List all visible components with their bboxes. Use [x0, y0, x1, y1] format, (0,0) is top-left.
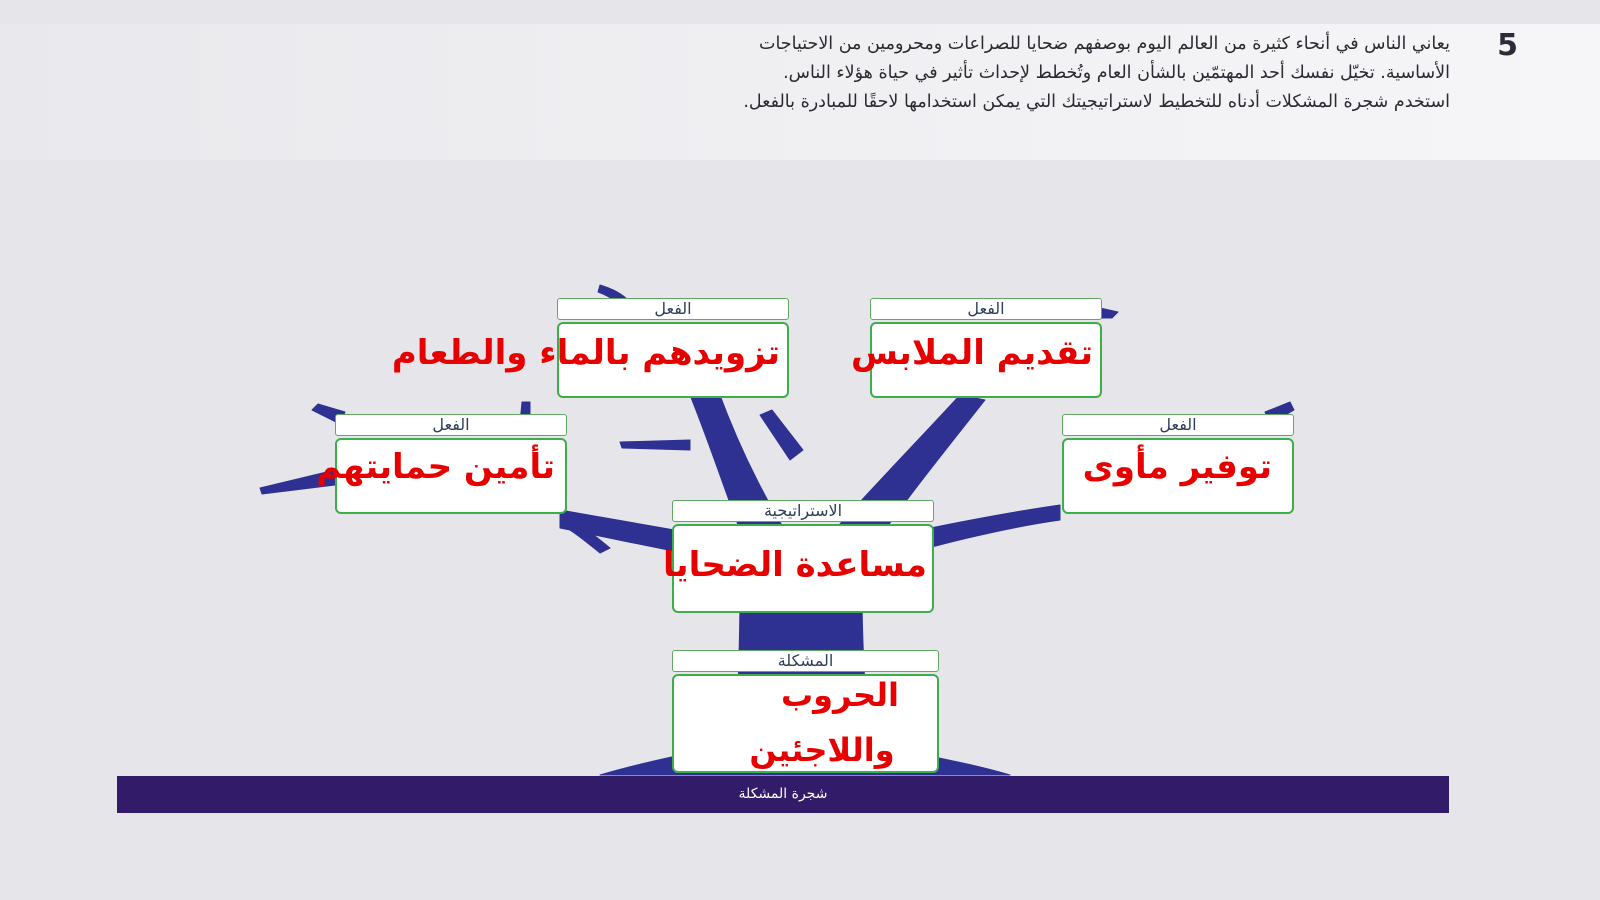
action-label: الفعل — [557, 298, 789, 320]
tree-twig — [760, 410, 803, 460]
answer-text: تقديم الملابس — [850, 333, 1093, 373]
answer-text: تأمين حمايتهم — [316, 447, 555, 487]
question-line-2: الأساسية. تخيّل نفسك أحد المهتمّين بالشأن العام وتُخطط لإحداث تأثير في حياة هؤلاء الناس. — [783, 63, 1450, 83]
answer-text-line-1: الحروب — [781, 676, 899, 714]
question-number: 5 — [1497, 28, 1518, 63]
diagram-caption: شجرة المشكلة — [117, 776, 1449, 813]
answer-text: توفير مأوى — [1082, 447, 1272, 487]
problem-label: المشكلة — [672, 650, 939, 672]
action-label: الفعل — [1062, 414, 1294, 436]
question-line-1: يعاني الناس في أنحاء كثيرة من العالم اليوم بوصفهم ضحايا للصراعات ومحرومين من الاحتياجات — [758, 34, 1450, 54]
answer-text: تزويدهم بالماء والطعام — [391, 333, 780, 373]
answer-text: مساعدة الضحايا — [663, 545, 927, 585]
action-label: الفعل — [335, 414, 567, 436]
action-label: الفعل — [870, 298, 1102, 320]
strategy-label: الاستراتيجية — [672, 500, 934, 522]
tree-twig-center-left — [620, 440, 690, 450]
question-line-3: استخدم شجرة المشكلات أدناه للتخطيط لاستراتيجيتك التي يمكن استخدامها لاحقًا للمبادرة بالفعل. — [743, 92, 1450, 112]
answer-text-line-2: واللاجئين — [749, 731, 895, 769]
